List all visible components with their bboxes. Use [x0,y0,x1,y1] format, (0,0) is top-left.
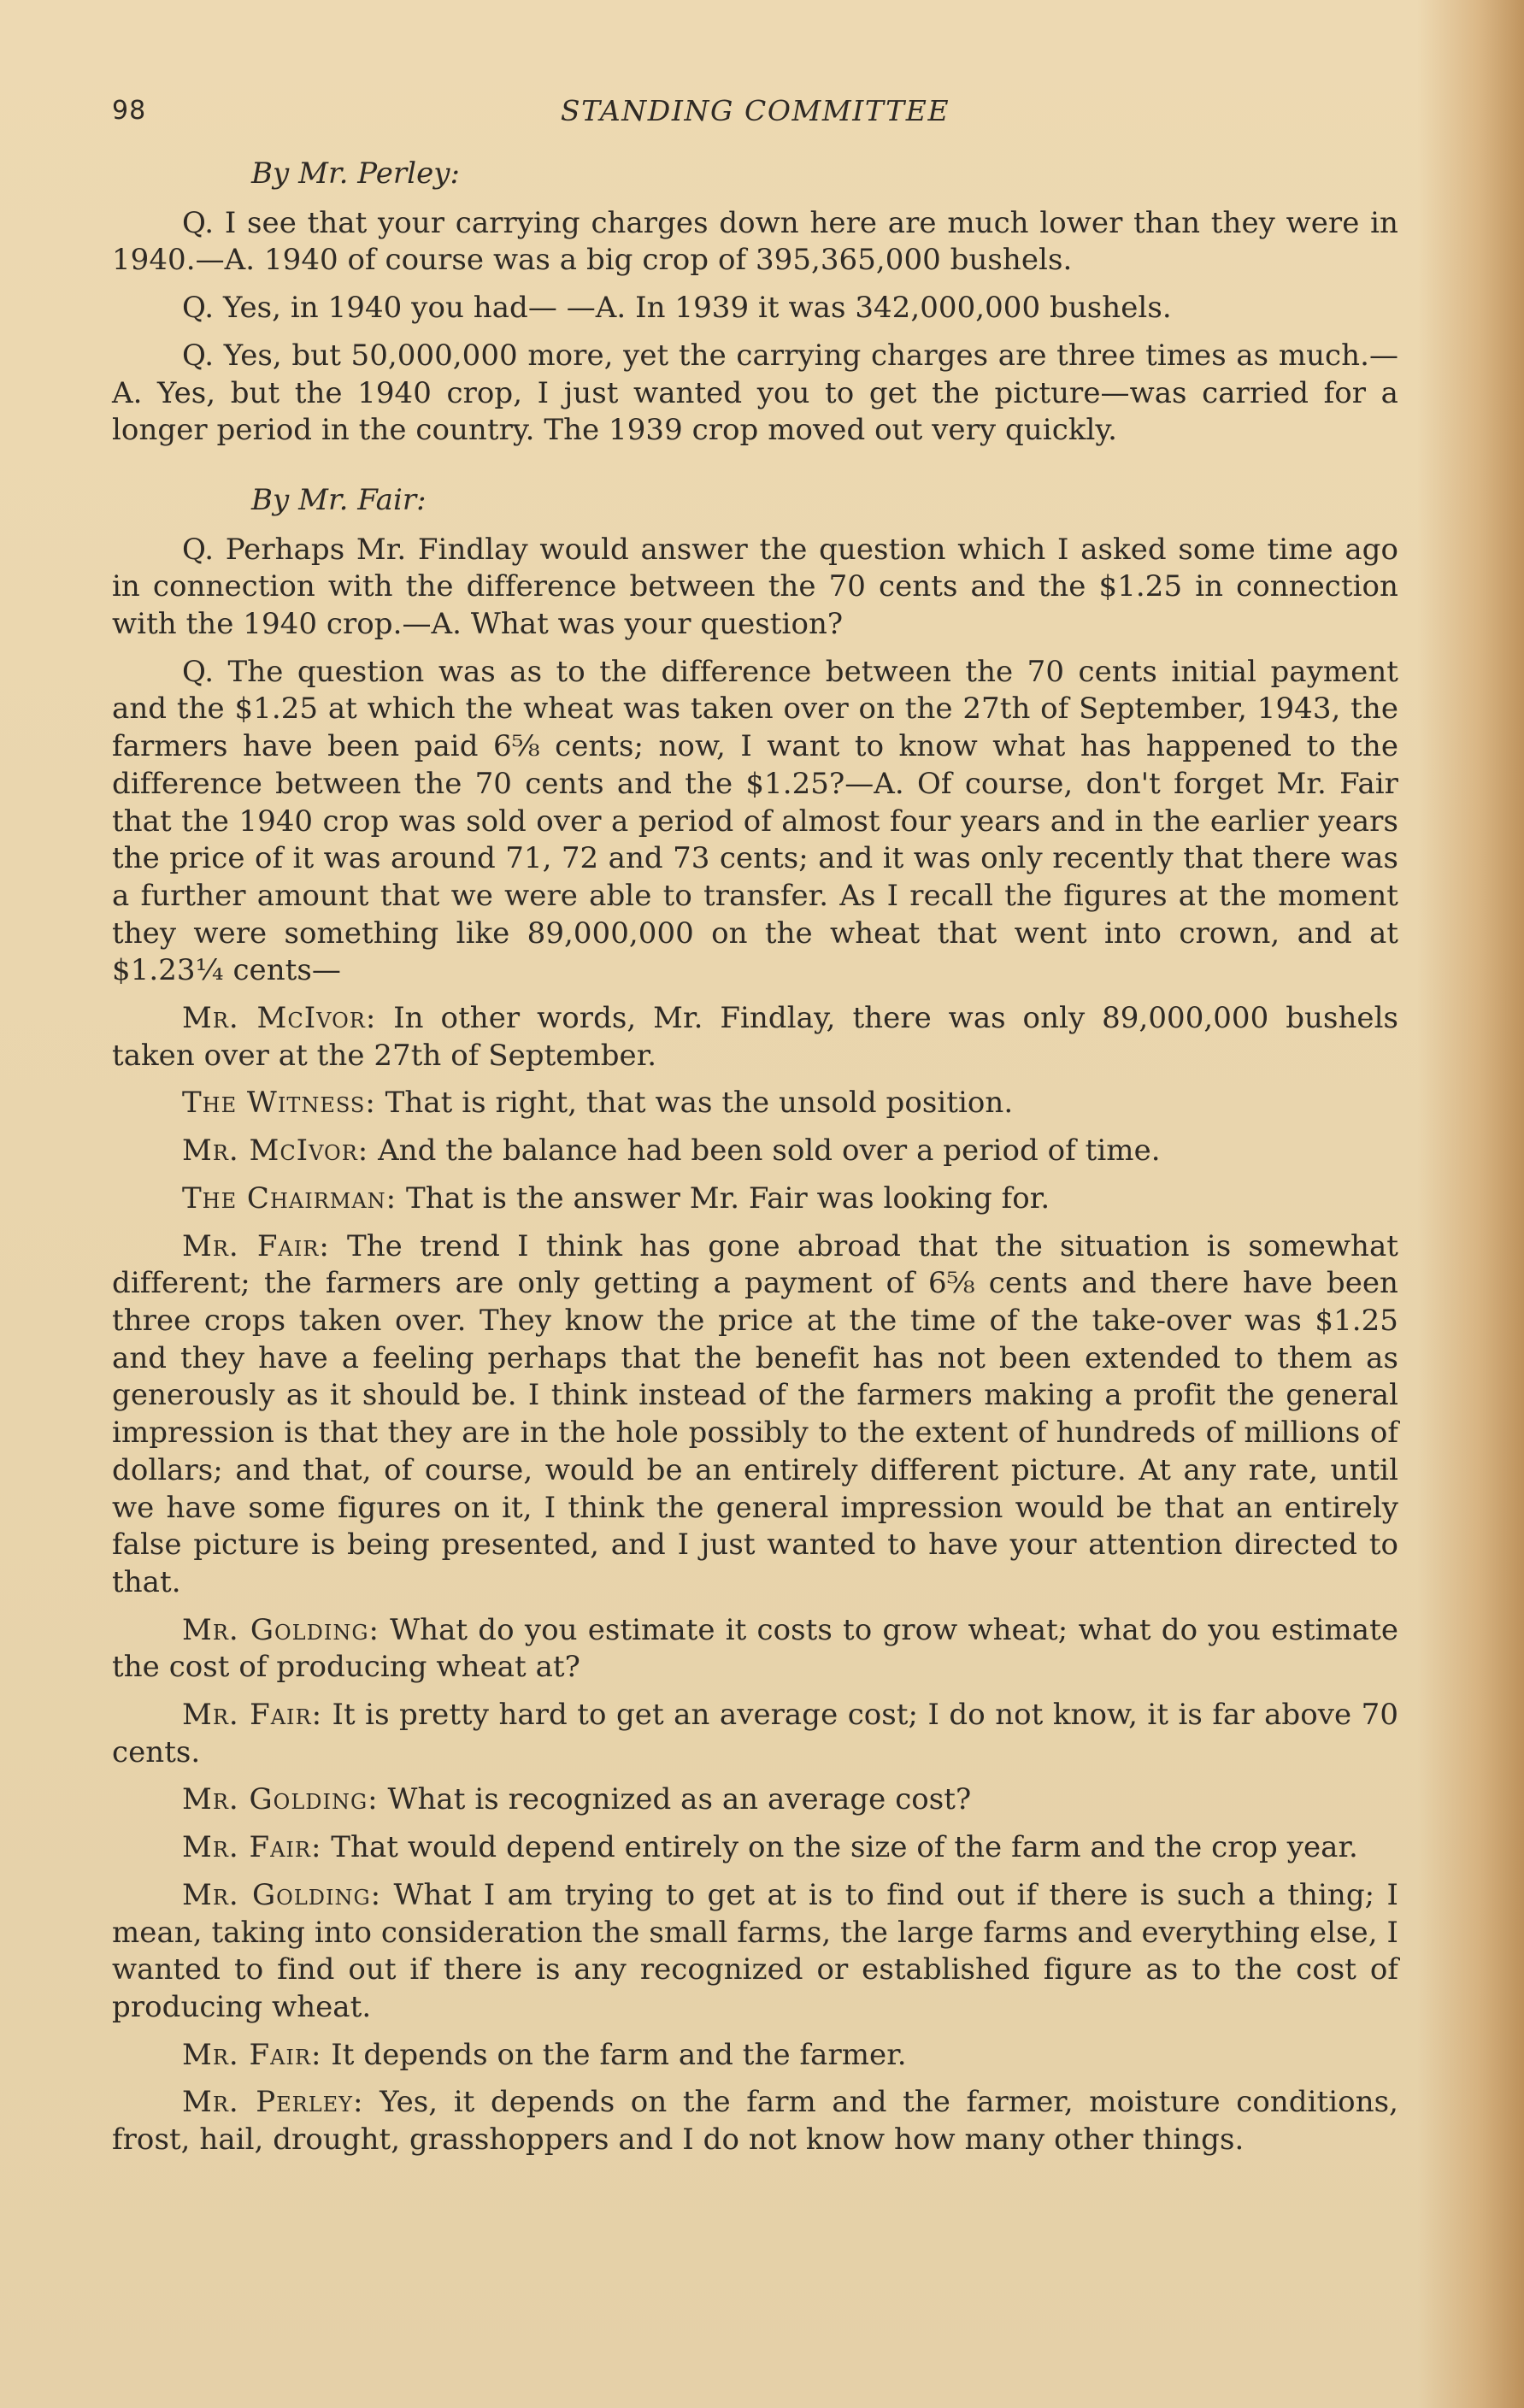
qa-paragraph: Q. Yes, in 1940 you had— —A. In 1939 it was 342,000,000 bushels. [182,291,1172,326]
dialogue-paragraph [112,1180,1398,1218]
speaker-label: Mr. McIvor: [182,1001,377,1036]
section-heading-fair: By Mr. Fair: [251,482,427,517]
page-content [112,156,1398,2170]
dialogue-text: What is recognized as an average cost? [387,1782,972,1817]
dialogue-paragraph [112,1781,1398,1819]
dialogue-paragraph [112,1228,1398,1602]
dialogue-paragraph [112,1877,1398,2027]
dialogue-paragraph [112,1612,1398,1687]
qa-paragraph: Q. Perhaps Mr. Findlay would answer the question which I asked some time ago in connection with the difference between the 70 cents and the $1.25 in connection with the 1940 crop.—A. What was your question? [112,532,1398,642]
dialogue-text: It depends on the farm and the farmer. [331,2037,907,2072]
speaker-label: The Witness: [182,1086,376,1121]
speaker-label: Mr. Fair: [182,2037,322,2072]
speaker-label: Mr. Fair: [182,1698,323,1733]
speaker-label: Mr. McIvor: [182,1133,369,1169]
qa-paragraph: Q. Yes, but 50,000,000 more, yet the carrying charges are three times as much.—A. Yes, but the 1940 crop, I just wanted you to get the picture—was carried for a longer period in the country. The 1939 crop moved out very quickly. [112,338,1398,448]
section-heading-perley: By Mr. Perley: [251,156,461,191]
dialogue-text: It is pretty hard to get an average cost; I do not know, it is far above 70 cents. [112,1698,1399,1769]
running-head: STANDING COMMITTEE [560,94,950,127]
dialogue-text: And the balance had been sold over a period of time. [378,1133,1161,1169]
dialogue-paragraph [112,1085,1398,1122]
dialogue-text: What I am trying to get at is to find out if there is such a thing; I mean, taking into consideration the small farms, the large farms and everything else, I wanted to find out if there is any recognized or established figure as to the cost of producing wheat. [112,1877,1399,2024]
dialogue-text: In other words, Mr. Findlay, there was only 89,000,000 bushels taken over at the 27th of September. [112,1001,1399,1073]
speaker-label: Mr. Golding: [182,1782,379,1817]
page-header [112,96,1398,137]
dialogue-text: The trend I think has gone abroad that the situation is somewhat different; the farmers are only getting a payment of 6⅝ cents and there have been three crops taken over. They know the price at the time of the take-over was $1.25 and they have a feeling perhaps that the benefit has not been extended to them as generously as it should be. I think instead of the farmers making a profit the general impression is that they are in the hole possibly to the extent of hundreds of millions of dollars; and that, of course, would be an entirely different picture. At any rate, until we have some figures on it, I think the general impression would be that an entirely false picture is being presented, and I just wanted to have your attention directed to that. [112,1228,1399,1599]
dialogue-paragraph [112,2037,1398,2075]
speaker-label: Mr. Golding: [182,1877,382,1912]
dialogue-text: That is right, that was the unsold position. [385,1086,1014,1121]
dialogue-paragraph [112,1133,1398,1170]
speaker-label: Mr. Fair: [182,1228,330,1263]
dialogue-paragraph [112,1829,1398,1867]
page-number: 98 [112,96,147,126]
speaker-label: The Chairman: [182,1180,397,1216]
speaker-label: Mr. Golding: [182,1612,380,1647]
dialogue-text: That would depend entirely on the size of the farm and the crop year. [331,1830,1358,1865]
dialogue-text: Yes, it depends on the farm and the farmer, moisture conditions, frost, hail, drought, grasshoppers and I do not know how many other things. [112,2085,1399,2158]
dialogue-paragraph [112,2084,1398,2158]
dialogue-text: What do you estimate it costs to grow wheat; what do you estimate the cost of producing wheat at? [112,1612,1398,1685]
dialogue-paragraph [112,1697,1398,1771]
dialogue-text: That is the answer Mr. Fair was looking for. [405,1180,1050,1216]
speaker-label: Mr. Fair: [182,1830,322,1865]
qa-paragraph: Q. The question was as to the difference between the 70 cents initial payment and the $1.25 at which the wheat was taken over on the 27th of September, 1943, the farmers have been paid 6⅝ cents; now, I want to know what has happened to the difference between the 70 cents and the $1.25?—A. Of course, don't forget Mr. Fair that the 1940 crop was sold over a period of almost four years and in the earlier years the price of it was around 71, 72 and 73 cents; and it was only recently that there was a further amount that we were able to transfer. As I recall the figures at the moment they were something like 89,000,000 on the wheat that went into crown, and at $1.23¼ cents— [112,654,1398,988]
qa-paragraph: Q. I see that your carrying charges down here are much lower than they were in 1940.—A. 1940 of course was a big crop of 395,365,000 bushels. [112,205,1398,278]
dialogue-paragraph [112,1000,1398,1074]
speaker-label: Mr. Perley: [182,2085,364,2120]
